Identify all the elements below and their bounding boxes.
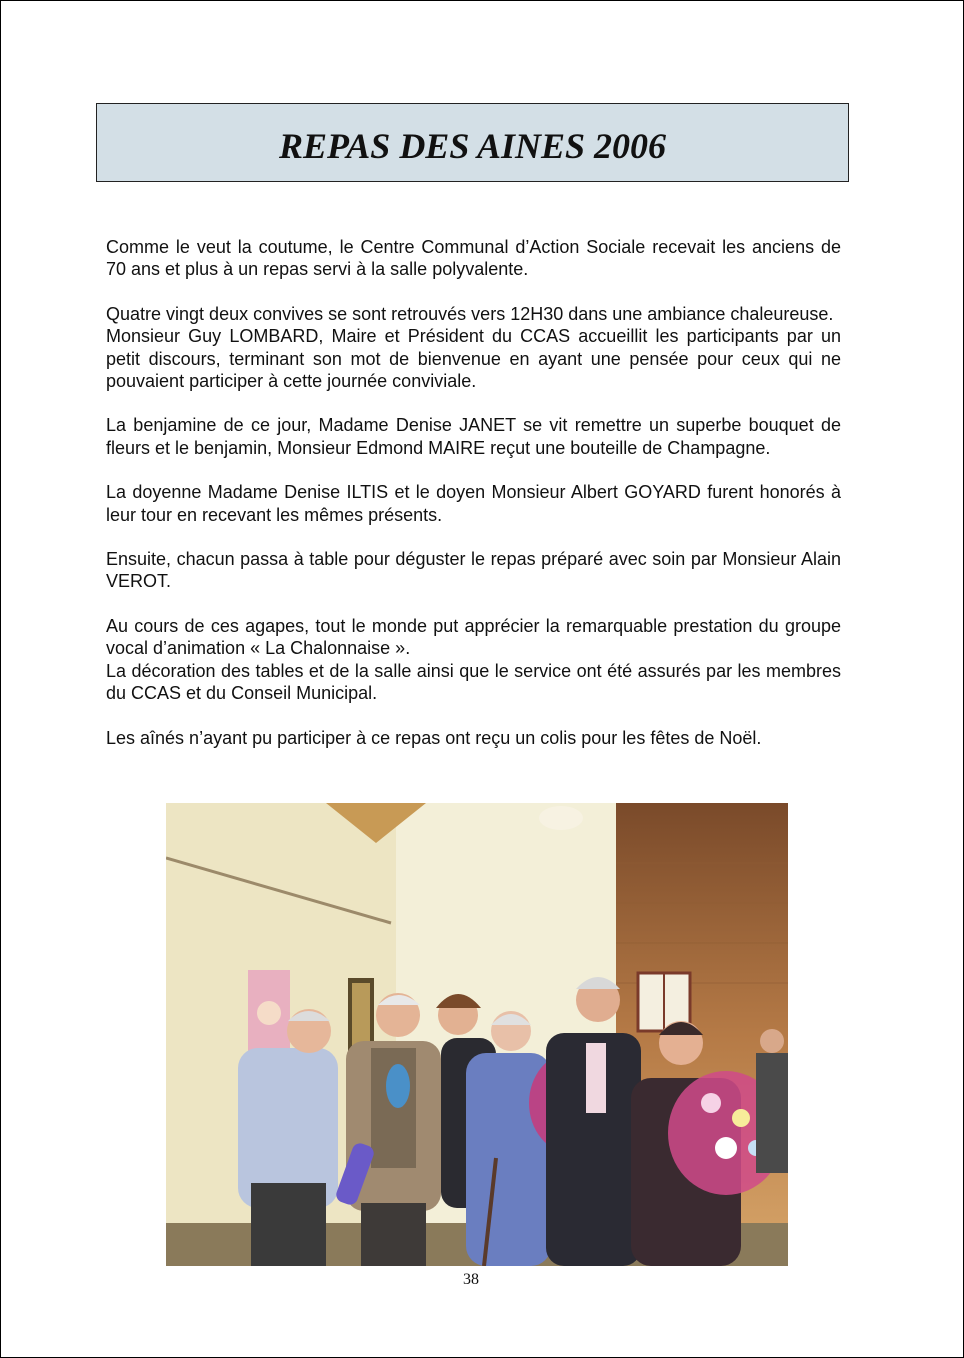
paragraph: Au cours de ces agapes, tout le monde put apprécier la remarquable prestation du groupe vocal d’animation « La Chalonnaise ». bbox=[106, 615, 841, 659]
paragraph: Les aînés n’ayant pu participer à ce repas ont reçu un colis pour les fêtes de Noël. bbox=[106, 727, 762, 748]
paragraph: La benjamine de ce jour, Madame Denise JANET se vit remettre un superbe bouquet de fleurs et le benjamin, Monsieur Edmond MAIRE reçut une bouteille de Champagne. bbox=[106, 415, 841, 458]
paragraph: Comme le veut la coutume, le Centre Communal d’Action Sociale recevait les anciens de 70 ans et plus à un repas servi à la salle polyvalente. bbox=[106, 237, 841, 280]
paragraph: Ensuite, chacun passa à table pour déguster le repas préparé avec soin par Monsieur Alain VEROT. bbox=[106, 549, 841, 592]
paragraph: Monsieur Guy LOMBARD, Maire et Président du CCAS accueillit les participants par un petit discours, terminant son mot de bienvenue en ayant une pensée pour ceux qui ne pouvaient participer à cette journée conviviale. bbox=[106, 326, 841, 392]
paragraph: La doyenne Madame Denise ILTIS et le doyen Monsieur Albert GOYARD furent honorés à leur tour en recevant les mêmes présents. bbox=[106, 482, 841, 525]
group-photo bbox=[166, 803, 788, 1266]
page-title: REPAS DES AINES 2006 bbox=[278, 125, 667, 166]
article-body bbox=[106, 236, 841, 749]
title-banner bbox=[96, 103, 849, 182]
page-number: 38 bbox=[463, 1271, 479, 1288]
paragraph: La décoration des tables et de la salle ainsi que le service ont été assurés par les membres du CCAS et du Conseil Municipal. bbox=[106, 660, 841, 704]
paragraph: Quatre vingt deux convives se sont retrouvés vers 12H30 dans une ambiance chaleureuse. bbox=[106, 303, 834, 324]
